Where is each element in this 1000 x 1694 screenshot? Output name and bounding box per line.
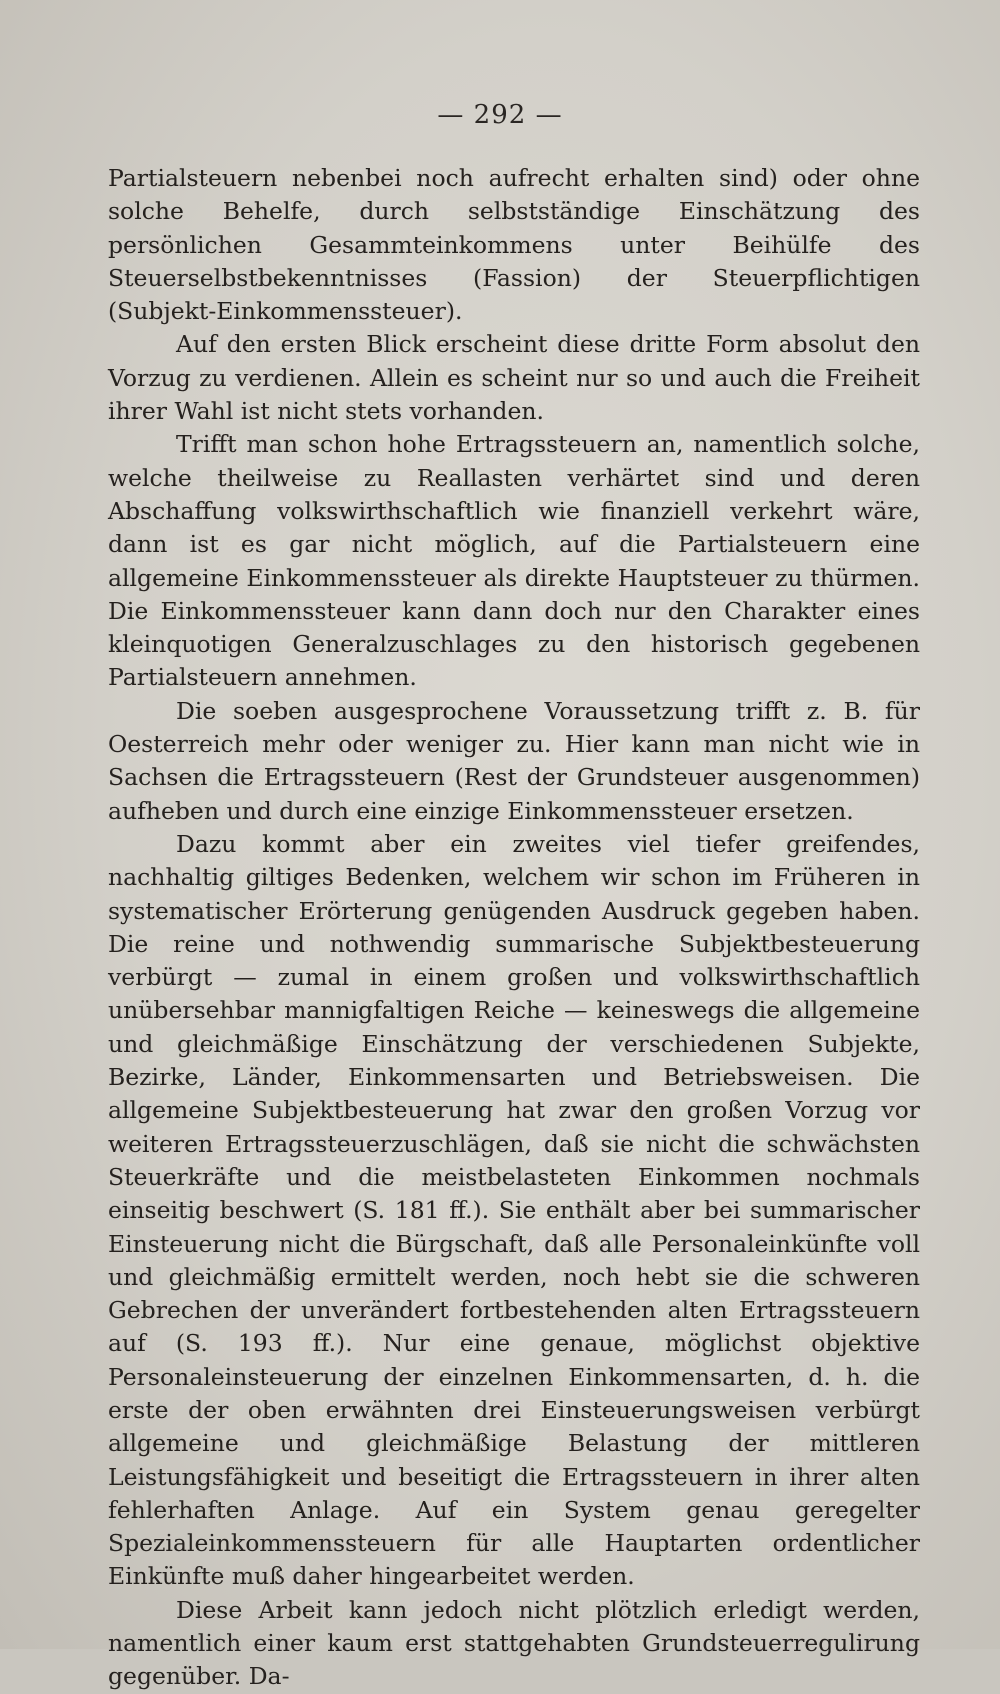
paragraph-6: Diese Arbeit kann jedoch nicht plötzlich erledigt werden, namentlich einer kaum erst stattgehabten Grundsteuerregulirung gegenüber. Da- [108,1595,920,1691]
paragraph-2: Auf den ersten Blick erscheint diese dritte Form absolut den Vorzug zu verdienen. Allein es scheint nur so und auch die Freiheit ihrer Wahl ist nicht stets vorhanden. [108,330,920,426]
page-number: — 292 — [437,100,563,130]
paragraph-5: Dazu kommt aber ein zweites viel tiefer greifendes, nachhaltig giltiges Bedenken, welchem wir schon im Früheren in systematischer Erörterung genügenden Ausdruck gegeben haben. Die reine und nothwendig summarische Subjektbesteuerung verbürgt — zumal in einem großen und volkswirthschaftlich unübersehbar mannigfaltigen Reiche — keineswegs die allgemeine und gleichmäßige Einschätzung der verschiedenen Subjekte, Bezirke, Länder, Einkommensarten und Betriebsweisen. Die allgemeine Subjektbesteuerung hat zwar den großen Vorzug vor weiteren Ertragssteuerzuschlägen, daß sie nicht die schwächsten Steuerkräfte und die meistbelasteten Einkommen nochmals einseitig beschwert (S. 181 ff.). Sie enthält aber bei summarischer Einsteuerung nicht die Bürgschaft, daß alle Personaleinkünfte voll und gleichmäßig ermittelt werden, noch hebt sie die schweren Gebrechen der unverändert fortbestehenden alten Ertragssteuern auf (S. 193 ff.). Nur eine genaue, möglichst objektive Personaleinsteuerung der einzelnen Einkommensarten, d. h. die erste der oben erwähnten drei Einsteuerungsweisen verbürgt allgemeine und gleichmäßige Belastung der mittleren Leistungsfähigkeit und beseitigt die Ertragssteuern in ihrer alten fehlerhaften Anlage. Auf ein System genau geregelter Spezialeinkommenssteuern für alle Hauptarten ordentlicher Einkünfte muß daher hingearbeitet werden. [108,829,920,1591]
paragraph-3: Trifft man schon hohe Ertragssteuern an, namentlich solche, welche theilweise zu Reallasten verhärtet sind und deren Abschaffung volkswirthschaftlich wie finanziell verkehrt wäre, dann ist es gar nicht möglich, auf die Partialsteuern eine allgemeine Einkommenssteuer als direkte Hauptsteuer zu thürmen. Die Einkommenssteuer kann dann doch nur den Charakter eines kleinquotigen Generalzuschlages zu den historisch gegebenen Partialsteuern annehmen. [108,430,920,692]
body-text [108,162,920,1694]
paragraph-4: Die soeben ausgesprochene Voraussetzung trifft z. B. für Oesterreich mehr oder weniger zu. Hier kann man nicht wie in Sachsen die Ertragssteuern (Rest der Grundsteuer ausgenommen) aufheben und durch eine einzige Einkommenssteuer ersetzen. [108,696,920,825]
paragraph-1-continued: Partialsteuern nebenbei noch aufrecht erhalten sind) oder ohne solche Behelfe, durch selbstständige Einschätzung des persönlichen Gesammteinkommens unter Beihülfe des Steuerselbstbekenntnisses (Fassion) der Steuerpflichtigen (Subjekt-Einkommenssteuer). [108,164,920,326]
